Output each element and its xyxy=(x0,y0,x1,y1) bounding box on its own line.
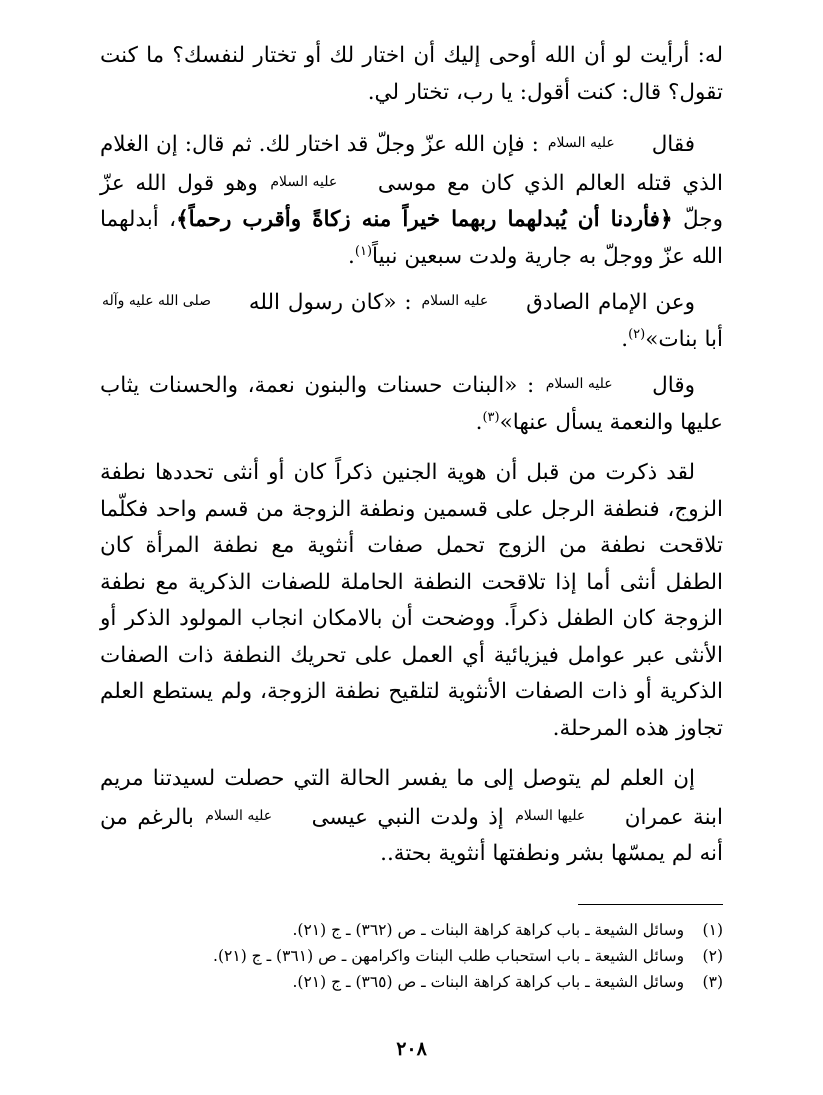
footnote-number: (٢) xyxy=(702,947,723,965)
page-number: ٢٠٨ xyxy=(396,1038,427,1060)
paragraph-6: إن العلم لم يتوصل إلى ما يفسر الحالة التي حصلت لسيدتنا مريم ابنة عمران عليها السلام إذ ولدت النبي عيسى عليه السلام بالرغم من أنه لم يمسّها بشر ونطفتها أنثوية بحتة.. xyxy=(100,766,724,866)
honorific-seal-icon: عليه السلام xyxy=(547,135,615,151)
paragraph-5: لقد ذكرت من قبل أن هوية الجنين ذكراً كان أو أنثى تحددها نطفة الزوج، فنطفة الرجل على قسمين ونطفة الزوجة من قسم واحد فكلّما تلاقحت نطفة من الزوج تحمل صفات أنثوية مع نطفة المرأة كان الطفل أنثى أما إذا تلاقحت النطفة الحاملة للصفات الذكرية مع نطفة الزوجة كان الطفل ذكراً. ووضحت أن بالامكان انجاب المولود الذكر أو الأنثى عبر عوامل فيزيائية أي العمل على تحريك النطفة ذات الصفات الذكرية أو ذات الصفات الأنثوية لتلقيح نطفة الزوجة، ولم يستطع العلم تجاوز هذه المرحلة. xyxy=(100,460,723,741)
paragraph-4: وقال عليه السلام : «البنات حسنات والبنون نعمة، والحسنات يثاب عليها والنعمة يسأل عنها»$^{(٣)}$. xyxy=(100,366,723,441)
prophet-seal-icon: صلى الله عليه وآله xyxy=(102,293,211,309)
footnote-ref: (٣) xyxy=(482,409,500,425)
paragraph-1: له: أرأيت لو أن الله أوحى إليك أن اختار لك أو تختار لنفسك؟ ما كنت تقول؟ قال: كنت أقول: يا رب، تختار لي. xyxy=(100,43,723,105)
honorific-seal-icon: عليها السلام xyxy=(515,807,586,824)
footnote-1 xyxy=(100,917,723,943)
honorific-seal-icon: عليه السلام xyxy=(421,293,489,309)
footnote-number: (٣) xyxy=(702,973,723,991)
honorific-seal-icon: عليه السلام xyxy=(270,173,338,190)
honorific-seal-icon: عليه السلام xyxy=(205,807,273,824)
footnote-ref: (٢) xyxy=(628,326,646,342)
quran-verse: ﴿فأردنا أن يُبدلهما ربهما خيراً منه زكاةً وأقرب رحماً﴾ xyxy=(176,207,673,232)
footnote-ref: (١) xyxy=(354,243,373,259)
footnote-text: وسائل الشيعة ـ باب كراهة كراهة البنات ـ ص (٣٦٢) ـ ج (٢١). xyxy=(292,921,685,939)
footnote-text: وسائل الشيعة ـ باب كراهة كراهة البنات ـ ص (٣٦٥) ـ ج (٢١). xyxy=(292,973,685,991)
footnotes xyxy=(100,917,723,995)
footnote-3 xyxy=(100,969,723,995)
footnote-divider xyxy=(578,904,723,905)
footnote-2 xyxy=(100,943,723,969)
footnote-text: وسائل الشيعة ـ باب استحباب طلب البنات واكرامهن ـ ص (٣٦١) ـ ج (٢١). xyxy=(213,947,685,965)
paragraph-3: وعن الإمام الصادق عليه السلام : «كان رسول الله صلى الله عليه وآله أبا بنات»$^{(٢)}$. xyxy=(100,283,723,358)
honorific-seal-icon: عليه السلام xyxy=(545,376,613,392)
paragraph-2: فقال عليه السلام : فإن الله عزّ وجلّ قد اختار لك. ثم قال: إن الغلام الذي قتله العالم الذي كان مع موسى عليه السلام وهو قول الله عزّ وجلّ ﴿فأردنا أن يُبدلهما ربهما خيراً منه زكاةً وأقرب رحماً﴾، أبدلهما الله عزّ ووجلّ به جارية ولدت سبعين نبياً$^{(١)}$. xyxy=(100,125,723,275)
footnote-number: (١) xyxy=(702,921,723,939)
main-text xyxy=(100,38,723,873)
